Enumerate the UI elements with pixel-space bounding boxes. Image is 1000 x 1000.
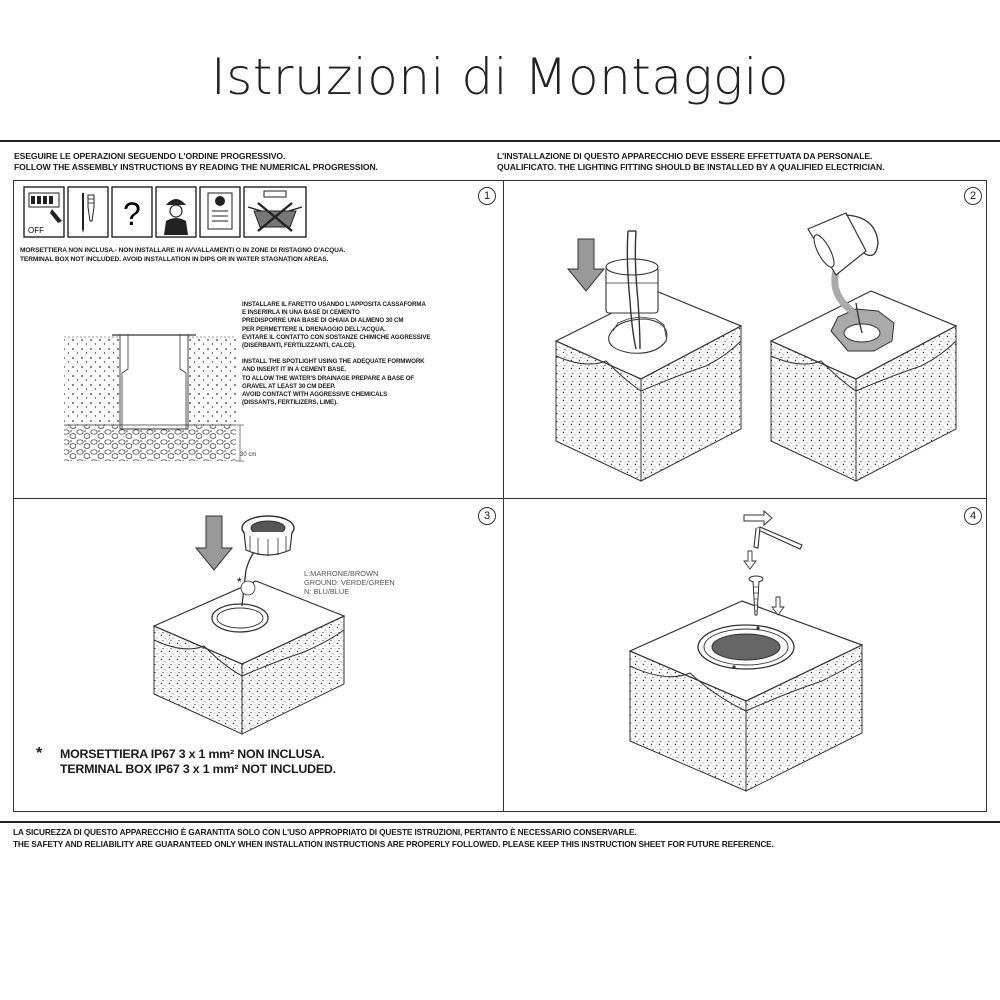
warning-it: MORSETTIERA NON INCLUSA.- NON INSTALLARE IN AVVALLAMENTI O IN ZONE DI RISTAGNO D'ACQUA. — [20, 247, 346, 254]
install-it-3: PREDISPORRE UNA BASE DI GHIAIA DI ALMENO 30 CM — [242, 317, 404, 325]
gravel-depth-label: 30 cm — [240, 452, 257, 458]
safety-icons-strip — [22, 181, 322, 243]
wire-neutral: N: BLU/BLUE — [304, 587, 350, 597]
header-right-line-2: QUALIFICATO. THE LIGHTING FITTING SHOULD BE INSTALLED BY A QUALIFIED ELECTRICIAN. — [497, 162, 885, 172]
wire-live: L:MARRONE/BROWN — [304, 569, 379, 578]
install-en-3: TO ALLOW THE WATER'S DRAINAGE PREPARE A BASE OF — [242, 374, 415, 382]
footer-it: LA SICUREZZA DI QUESTO APPARECCHIO È GARANTITA SOLO CON L'USO APPROPRIATO DI QUESTE ISTRUZIONI, PERTANTO È NECESSARIO CONSERVARLE. — [13, 827, 637, 837]
terminal-box-warning — [20, 247, 345, 264]
wire-color-legend — [304, 569, 395, 597]
water-stagnation-icon — [244, 187, 306, 237]
steps-grid — [13, 180, 987, 812]
page-title: Istruzioni di Montaggio — [210, 48, 790, 106]
install-en-5: AVOID CONTACT WITH AGGRESSIVE CHEMICALS — [242, 391, 388, 399]
power-off-icon — [24, 187, 64, 237]
step-number-1: 1 — [478, 187, 496, 205]
electrician-icon — [156, 187, 196, 237]
question-mark: ? — [123, 196, 141, 232]
asterisk-icon: * — [36, 745, 43, 762]
header-left-line-2: FOLLOW THE ASSEMBLY INSTRUCTIONS BY READING THE NUMERICAL PROGRESSION. — [14, 162, 378, 172]
safety-footer — [13, 826, 774, 850]
down-arrow-icon — [568, 239, 604, 291]
step-2-illustration — [506, 191, 986, 491]
header-right-line-1: L'INSTALLAZIONE DI QUESTO APPARECCHIO DEVE ESSERE EFFETTUATA DA PERSONALE. — [497, 151, 873, 161]
install-instructions — [242, 301, 430, 407]
instruction-sheet — [0, 140, 1000, 860]
install-en-2: AND INSERT IT IN A CEMENT BASE. — [242, 366, 347, 374]
install-it-4: PER PERMETTERE IL DRENAGGIO DELL'ACQUA. — [242, 325, 386, 333]
step-number-3: 3 — [478, 507, 496, 525]
hex-key-icon — [744, 511, 802, 549]
install-en-4: GRAVEL AT LEAST 30 CM DEEP. — [242, 382, 336, 390]
install-it-5: EVITARE IL CONTATTO CON SOSTANZE CHIMICHE AGGRESSIVE — [242, 333, 431, 341]
header-left-line-1: ESEGUIRE LE OPERAZIONI SEGUENDO L'ORDINE PROGRESSIVO. — [14, 151, 286, 161]
install-it-6: (DISERBANTI, FERTILIZZANTI, CALCE). — [242, 342, 356, 350]
connection-star: * — [237, 575, 242, 589]
sheet-top-rule — [0, 140, 1000, 142]
step-number-2: 2 — [964, 187, 982, 205]
ground-section-diagram — [62, 329, 262, 479]
terminal-box-note-it: MORSETTIERA IP67 3 x 1 mm² NON INCLUSA. — [60, 747, 325, 761]
header-right — [497, 151, 884, 173]
off-label: OFF — [28, 226, 44, 235]
grid-horizontal-divider — [14, 498, 986, 499]
step-number-4: 4 — [964, 507, 982, 525]
terminal-box-note — [36, 746, 336, 777]
step-4-illustration — [626, 511, 886, 791]
wire-ground: GROUND: VERDE/GREEN — [304, 578, 395, 588]
spotlight-fixing-diagram — [630, 601, 862, 791]
spotlight-insertion-diagram — [154, 516, 344, 734]
cement-pouring-diagram — [771, 213, 956, 481]
certificate-icon — [200, 187, 240, 237]
down-arrow-icon — [196, 516, 232, 570]
sheet-bottom-rule — [0, 821, 1000, 823]
install-it-1: INSTALLARE IL FARETTO USANDO L'APPOSITA CASSAFORMA — [242, 301, 426, 308]
header-left — [14, 151, 378, 173]
footer-en: THE SAFETY AND RELIABILITY ARE GUARANTEED ONLY WHEN INSTALLATION INSTRUCTIONS ARE PROPERLY FOLLOWED. PLEASE KEEP THIS INSTRUCTION SHEET FOR FUTURE REFERENCE. — [13, 839, 774, 849]
tools-icon — [68, 187, 108, 237]
warning-en: TERMINAL BOX NOT INCLUDED. AVOID INSTALLATION IN DIPS OR IN WATER STAGNATION AREAS. — [20, 255, 329, 263]
question-icon — [112, 187, 152, 237]
step-3-illustration — [144, 506, 404, 736]
install-en-1: INSTALL THE SPOTLIGHT USING THE ADEQUATE FORMWORK — [242, 358, 425, 366]
terminal-box-note-en: TERMINAL BOX IP67 3 x 1 mm² NOT INCLUDED. — [60, 762, 336, 776]
install-en-6: (DISSANTS, FERTILIZERS, LIME). — [242, 399, 338, 407]
install-it-2: E INSERIRLA IN UNA BASE DI CEMENTO — [242, 309, 360, 317]
grid-vertical-divider — [503, 181, 504, 811]
